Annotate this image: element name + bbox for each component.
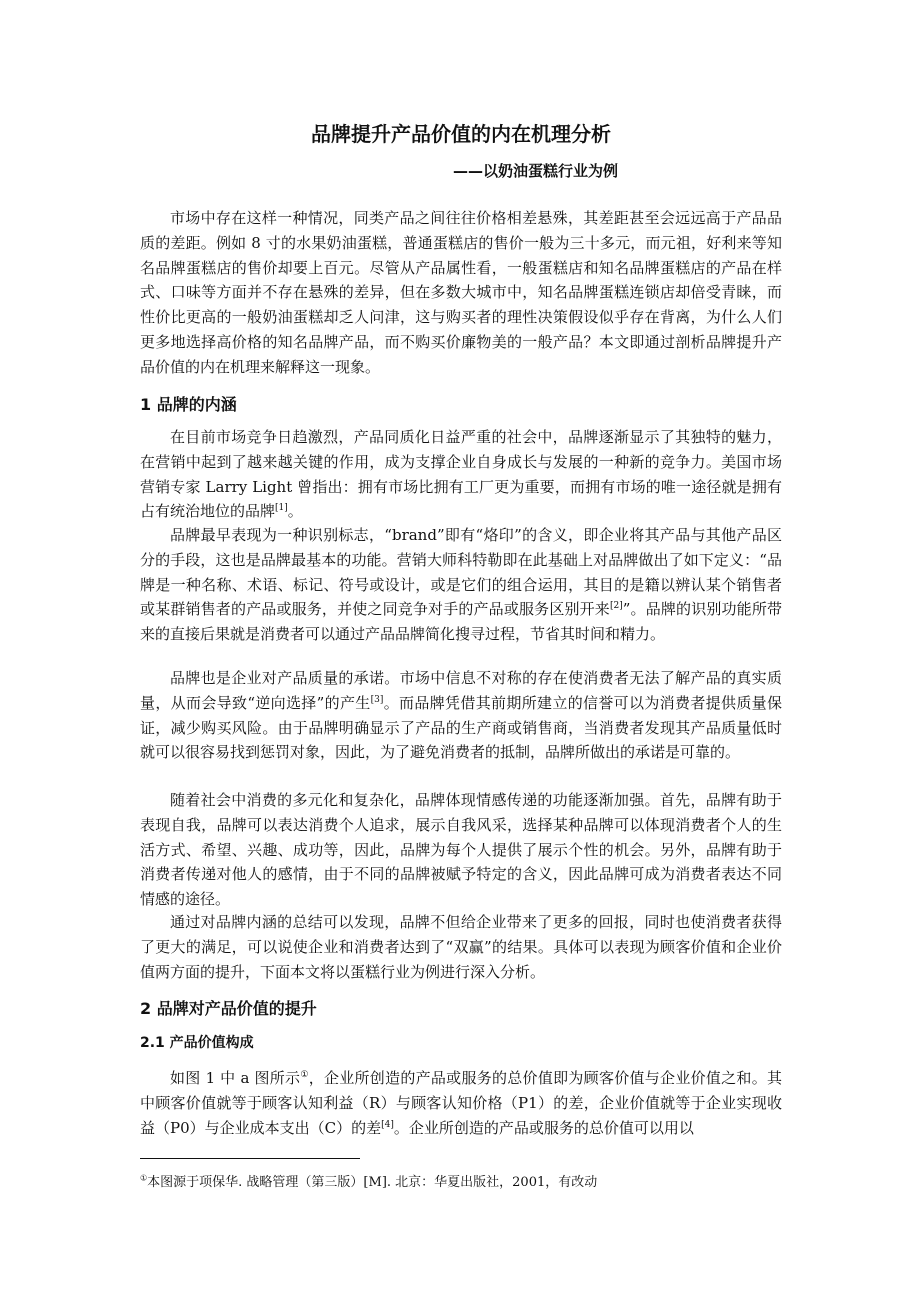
section-1-paragraph-5: 通过对品牌内涵的总结可以发现，品牌不但给企业带来了更多的回报，同时也使消费者获得了更大的满足，可以说使企业和消费者达到了“双赢”的结果。具体可以表现为顾客价值和企业价值两方面的提升，下面本文将以蛋糕行业为例进行深入分析。 [140,913,782,981]
footnote-mark: ① [140,1173,148,1183]
section-2-paragraph-1: 如图 1 中 a 图所示①，企业所创造的产品或服务的总价值即为顾客价值与企业价值之和。其中顾客价值就等于顾客认知利益（R）与顾客认知价格（P1）的差，企业价值就等于企业实现收益（P0）与企业成本支出（C）的差[4]。企业所创造的产品或服务的总价值可以用以 [140,1069,782,1137]
section-2-heading: 2 品牌对产品价值的提升 [140,999,317,1018]
section-1-paragraph-4: 随着社会中消费的多元化和复杂化，品牌体现情感传递的功能逐渐加强。首先，品牌有助于表现自我，品牌可以表达消费个人追求，展示自我风采，选择某种品牌可以体现消费者个人的生活方式、希望、兴趣、成功等，因此，品牌为每个人提供了展示个性的机会。另外，品牌有助于消费者传递对他人的感情，由于不同的品牌被赋予特定的含义，因此品牌可成为消费者表达不同情感的途径。 [140,791,782,909]
citation-2: [2] [609,601,623,612]
footnote-reference: ① [300,1070,309,1080]
footnote-divider [140,1158,360,1159]
section-1-paragraph-2: 品牌最早表现为一种识别标志，“brand”即有“烙印”的含义，即企业将其产品与其他产品区分的手段，这也是品牌最基本的功能。营销大师科特勒即在此基础上对品牌做出了如下定义：“品牌是一种名称、术语、标记、符号或设计，或是它们的组合运用，其目的是籍以辨认某个销售者或某群销售者的产品或服务，并使之同竞争对手的产品或服务区别开来[2]”。品牌的识别功能所带来的直接后果就是消费者可以通过产品品牌简化搜寻过程，节省其时间和精力。 [140,526,782,644]
footnote-text: 本图源于项保华. 战略管理（第三版）[M]. 北京：华夏出版社，2001，有改动 [147,1175,598,1190]
paper-title: 品牌提升产品价值的内在机理分析 [311,122,611,146]
subsection-2-1-heading: 2.1 产品价值构成 [140,1035,254,1051]
footnote [140,1171,597,1190]
intro-paragraph: 市场中存在这样一种情况，同类产品之间往往价格相差悬殊，其差距甚至会远远高于产品品质的差距。例如 8 寸的水果奶油蛋糕，普通蛋糕店的售价一般为三十多元，而元祖，好利来等知名品牌蛋糕店的售价却要上百元。尽管从产品属性看，一般蛋糕店和知名品牌蛋糕店的产品在样式、口味等方面并不存在悬殊的差异，但在多数大城市中，知名品牌蛋糕连锁店却倍受青睐，而性价比更高的一般奶油蛋糕却乏人问津，这与购买者的理性决策假设似乎存在背离，为什么人们更多地选择高价格的知名品牌产品，而不购买价廉物美的一般产品？本文即通过剖析品牌提升产品价值的内在机理来解释这一现象。 [140,209,782,376]
citation-1: [1] [275,503,288,514]
section-1-paragraph-1: 在目前市场竞争日趋激烈，产品同质化日益严重的社会中，品牌逐渐显示了其独特的魅力，在营销中起到了越来越关键的作用，成为支撑企业自身成长与发展的一种新的竞争力。美国市场营销专家 Larry Light 曾指出：拥有市场比拥有工厂更为重要，而拥有市场的唯一途径就是拥有占有统治地位的品牌[1]。 [140,428,782,521]
paper-subtitle: ——以奶油蛋糕行业为例 [452,162,618,180]
citation-3: [3] [370,694,384,705]
citation-4: [4] [381,1119,394,1130]
section-1-paragraph-3: 品牌也是企业对产品质量的承诺。市场中信息不对称的存在使消费者无法了解产品的真实质量，从而会导致“逆向选择”的产生[3]。而品牌凭借其前期所建立的信誉可以为消费者提供质量保证，减少购买风险。由于品牌明确显示了产品的生产商或销售商，当消费者发现其产品质量低时就可以很容易找到惩罚对象，因此，为了避免消费者的抵制，品牌所做出的承诺是可靠的。 [140,669,782,762]
section-1-heading: 1 品牌的内涵 [140,395,237,414]
